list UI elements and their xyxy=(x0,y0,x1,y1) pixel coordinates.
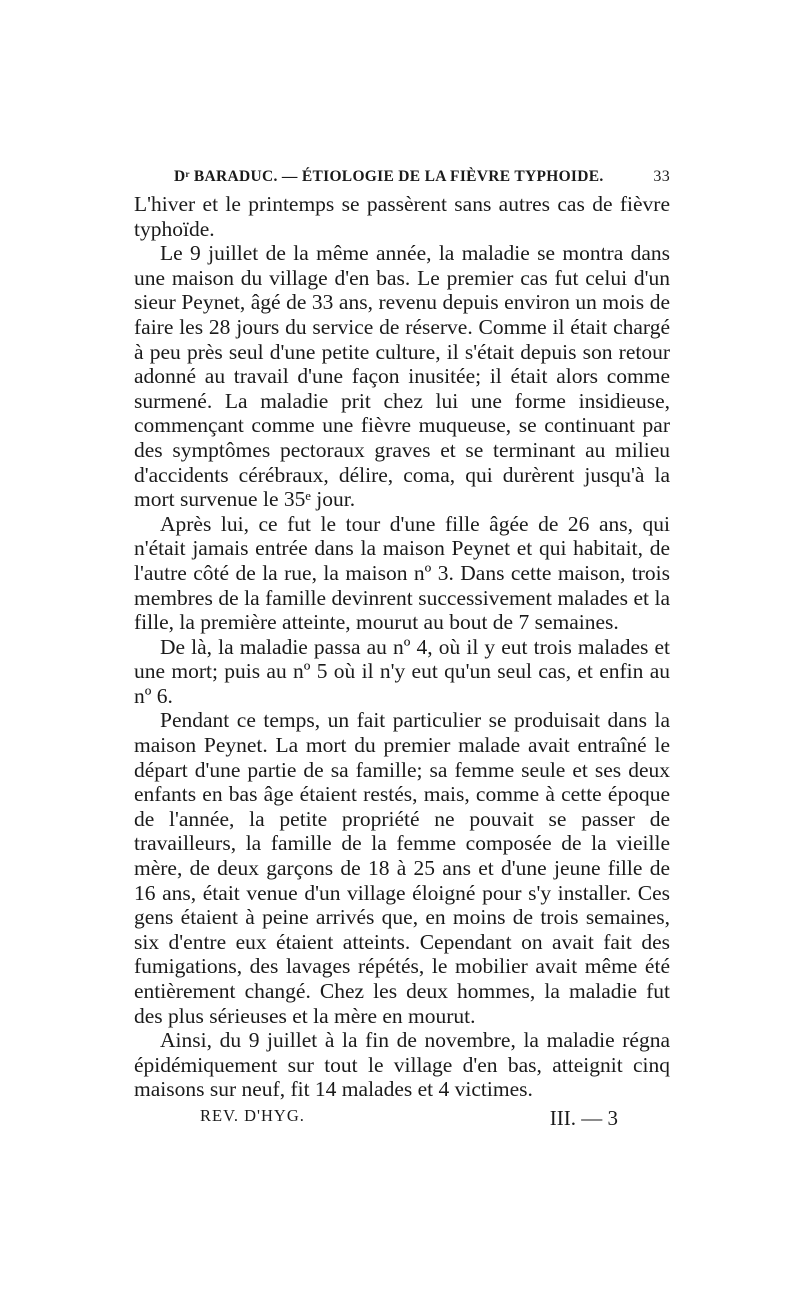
book-page xyxy=(134,168,670,1131)
paragraph: Pendant ce temps, un fait particulier se produisait dans la maison Peynet. La mort du premier malade avait entraîné le départ d'une partie de sa famille; sa femme seule et ses deux enfants en bas âge étaient restés, mais, comme à cette époque de l'année, la petite propriété ne pouvait se passer de travailleurs, la famille de la femme composée de la vieille mère, de deux garçons de 18 à 25 ans et d'une jeune fille de 16 ans, était venue d'un village éloigné pour s'y installer. Ces gens étaient à peine arrivés que, en moins de trois semaines, six d'entre eux étaient atteints. Cependant on avait fait des fumigations, des lavages répétés, le mobilier avait même été entièrement changé. Chez les deux hommes, la maladie fut des plus sérieuses et la mère en mourut. xyxy=(134,708,670,1028)
paragraph: Ainsi, du 9 juillet à la fin de novembre, la maladie régna épidémiquement sur tout le village d'en bas, atteignit cinq maisons sur neuf, fit 14 malades et 4 victimes. xyxy=(134,1028,670,1102)
running-head-title: Dʳ BARADUC. — ÉTIOLOGIE DE LA FIÈVRE TYPHOIDE. xyxy=(174,168,604,185)
page-footer xyxy=(134,1106,670,1131)
paragraph: Après lui, ce fut le tour d'une fille âgée de 26 ans, qui n'était jamais entrée dans la maison Peynet et qui habitait, de l'autre côté de la rue, la maison nº 3. Dans cette maison, trois membres de la famille devinrent successivement malades et la fille, la première atteinte, mourut au bout de 7 semaines. xyxy=(134,511,670,635)
body-text xyxy=(134,192,670,1102)
page-number: 33 xyxy=(653,168,670,185)
journal-signature: REV. D'HYG. xyxy=(200,1105,305,1125)
paragraph: Le 9 juillet de la même année, la maladie se montra dans une maison du village d'en bas. Le premier cas fut celui d'un sieur Peynet, âgé de 33 ans, revenu depuis environ un mois de faire les 28 jours du service de réserve. Comme il était chargé à peu près seul d'une petite culture, il s'était depuis son retour adonné au travail d'une façon inusitée; il était alors comme surmené. La maladie prit chez lui une forme insidieuse, commençant comme une fièvre muqueuse, se continuant par des symptômes pectoraux graves et se terminant au milieu d'accidents cérébraux, délire, coma, qui durèrent jusqu'à la mort survenue le 35ᵉ jour. xyxy=(134,241,670,512)
paragraph: De là, la maladie passa au nº 4, où il y eut trois malades et une mort; puis au nº 5 où il n'y eut qu'un seul cas, et enfin au nº 6. xyxy=(134,634,670,708)
sheet-signature: III. — 3 xyxy=(549,1105,618,1130)
running-head xyxy=(134,168,670,186)
paragraph: L'hiver et le printemps se passèrent sans autres cas de fièvre typhoïde. xyxy=(134,192,670,241)
